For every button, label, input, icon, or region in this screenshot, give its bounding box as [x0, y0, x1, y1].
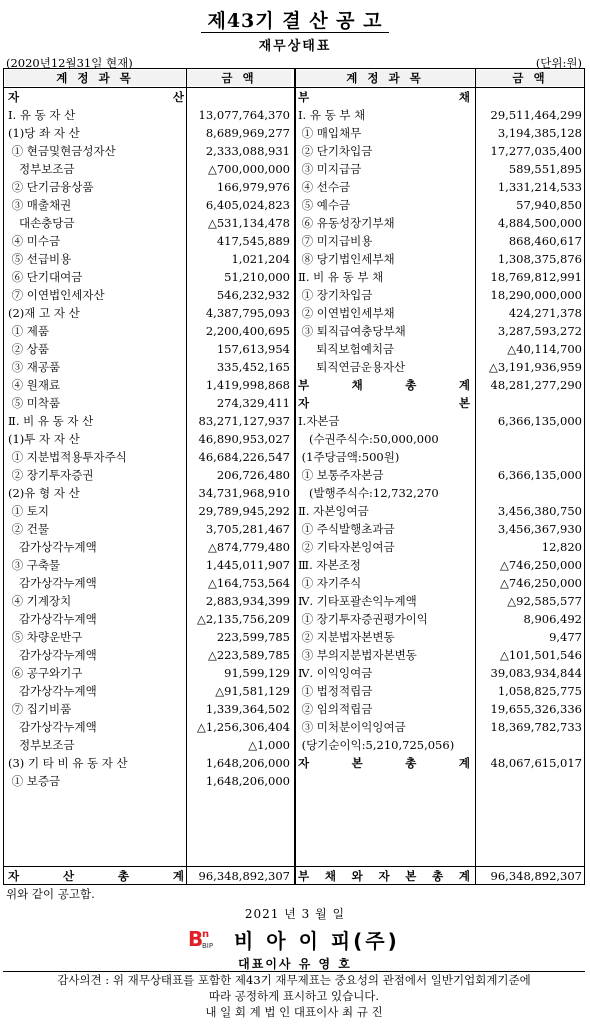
table-row [8, 646, 290, 664]
table-row [8, 664, 290, 682]
table-row [8, 376, 290, 394]
table-row [8, 700, 290, 718]
liab-equity-total-row [298, 867, 582, 885]
row-amount: 48,281,277,290 [490, 378, 582, 392]
row-label: ⑧ 당기법인세부채 [298, 252, 395, 266]
row-label: ⑤ 선급비용 [8, 252, 72, 266]
row-label: (3) 기 타 비 유 동 자 산 [8, 756, 128, 770]
table-row [298, 268, 582, 286]
table-row [298, 142, 582, 160]
table-row [8, 304, 290, 322]
row-amount: 3,705,281,467 [205, 522, 290, 536]
table-row [298, 160, 582, 178]
table-row [8, 412, 290, 430]
table-row [8, 358, 290, 376]
table-row [8, 682, 290, 700]
table-row [8, 178, 290, 196]
table-row [298, 214, 582, 232]
row-label: (1)투 자 자 산 [8, 432, 80, 446]
audit-opinion-line-1: 감사의견 : 위 재무상태표를 포함한 제43기 재무제표는 중요성의 관점에서 일반기업회계기준에 [57, 973, 531, 987]
row-amount: 589,551,895 [508, 162, 582, 176]
row-label: ③ 매출채권 [8, 198, 72, 212]
row-amount: 206,726,480 [216, 468, 290, 482]
row-amount: 1,419,998,868 [205, 378, 290, 392]
table-row [298, 178, 582, 196]
table-row [298, 466, 582, 484]
row-label: (당기순이익:5,210,725,056) [298, 738, 455, 752]
assets-total-amount: 96,348,892,307 [198, 869, 290, 883]
table-row [298, 430, 582, 448]
liab-equity-total-amount: 96,348,892,307 [490, 869, 582, 883]
table-row [8, 484, 290, 502]
row-label: (발행주식수:12,732,270 [298, 486, 439, 500]
balance-sheet-table [3, 68, 585, 885]
row-label: 감가상각누계액 [8, 720, 97, 734]
table-row [8, 574, 290, 592]
table-row [298, 538, 582, 556]
row-amount: 83,271,127,937 [198, 414, 290, 428]
row-label: ③ 미처분이익잉여금 [298, 720, 406, 734]
notice-title-wrap [0, 6, 590, 33]
row-label: ① 매입채무 [298, 126, 362, 140]
row-amount: 1,339,364,502 [205, 702, 290, 716]
row-label: Ⅳ. 기타포괄손익누계액 [298, 594, 417, 608]
table-row [298, 556, 582, 574]
company-name: 비 아 이 피(주) [234, 929, 400, 953]
row-amount: 6,405,024,823 [205, 198, 290, 212]
table-row [8, 232, 290, 250]
row-amount: 274,329,411 [216, 396, 290, 410]
row-amount: △91,581,129 [215, 684, 290, 698]
row-label: 자 산 [8, 90, 184, 104]
row-label: 자 본 [298, 396, 470, 410]
row-amount: 1,058,825,775 [497, 684, 582, 698]
row-amount: △746,250,000 [499, 558, 582, 572]
table-row [8, 250, 290, 268]
row-amount: 157,613,954 [216, 342, 290, 356]
row-amount: 17,277,035,400 [490, 144, 582, 158]
row-amount: 1,331,214,533 [497, 180, 582, 194]
row-amount: 417,545,889 [216, 234, 290, 248]
row-amount: △40,114,700 [507, 342, 582, 356]
row-amount: 2,883,934,399 [205, 594, 290, 608]
row-label: ① 보증금 [8, 774, 61, 788]
row-label: (2)유 형 자 산 [8, 486, 80, 500]
row-amount: 18,369,782,733 [490, 720, 582, 734]
table-row [298, 700, 582, 718]
row-label: ② 이연법인세부채 [298, 306, 395, 320]
row-label: ① 법정적립금 [298, 684, 373, 698]
row-amount: 1,648,206,000 [205, 756, 290, 770]
row-label: 부 채 [298, 90, 470, 104]
audit-opinion-line-2: 따라 공정하게 표시하고 있습니다. [208, 989, 380, 1003]
row-amount: 3,194,385,128 [497, 126, 582, 140]
table-row [8, 466, 290, 484]
row-label: Ⅰ. 유 동 부 채 [298, 108, 366, 122]
as-of-date: (2020년12월31일 현재) [6, 56, 133, 70]
row-amount: △746,250,000 [499, 576, 582, 590]
row-amount: 3,456,380,750 [497, 504, 582, 518]
row-label: ② 기타자본잉여금 [298, 540, 395, 554]
row-label: 감가상각누계액 [8, 612, 97, 626]
table-row [8, 520, 290, 538]
table-row [298, 664, 582, 682]
row-amount: △3,191,936,959 [489, 360, 582, 374]
row-amount: 2,200,400,695 [205, 324, 290, 338]
row-amount: △874,779,480 [207, 540, 290, 554]
row-amount: △92,585,577 [507, 594, 582, 608]
table-row [8, 394, 290, 412]
table-row [298, 502, 582, 520]
table-row [8, 772, 290, 790]
row-amount: △700,000,000 [207, 162, 290, 176]
table-row [8, 718, 290, 736]
table-row [298, 520, 582, 538]
assets-total-label: 자 산 총 계 [8, 869, 184, 883]
row-label: ① 주식발행초과금 [298, 522, 395, 536]
row-amount: 91,599,129 [224, 666, 290, 680]
row-label: 정부보조금 [8, 162, 75, 176]
row-label: ① 장기차입금 [298, 288, 373, 302]
row-label: (수권주식수:50,000,000 [298, 432, 439, 446]
row-amount: 57,940,850 [516, 198, 582, 212]
row-amount: 19,655,326,336 [490, 702, 582, 716]
row-amount: 34,731,968,910 [198, 486, 290, 500]
table-row [298, 592, 582, 610]
statement-subtitle: 재무상태표 [258, 39, 332, 54]
row-amount: 2,333,088,931 [205, 144, 290, 158]
table-row [8, 214, 290, 232]
row-label: ① 제품 [8, 324, 50, 338]
row-amount: △223,589,785 [207, 648, 290, 662]
row-amount: 9,477 [549, 630, 582, 644]
row-label: ② 건물 [8, 522, 50, 536]
row-label: ② 장기투자증권 [8, 468, 94, 482]
table-row [298, 610, 582, 628]
svg-text:n: n [202, 929, 210, 940]
row-label: 정부보조금 [8, 738, 75, 752]
table-row [298, 196, 582, 214]
row-label: ④ 선수금 [298, 180, 351, 194]
row-label: ① 지분법적용투자주식 [8, 450, 127, 464]
row-label: ② 단기금융상품 [8, 180, 94, 194]
table-row [8, 88, 290, 106]
row-label: 감가상각누계액 [8, 684, 97, 698]
row-amount: 13,077,764,370 [198, 108, 290, 122]
row-amount: 12,820 [541, 540, 582, 554]
table-row [298, 88, 582, 106]
row-amount: 6,366,135,000 [497, 414, 582, 428]
table-row [298, 682, 582, 700]
table-row [8, 736, 290, 754]
table-row [298, 718, 582, 736]
row-amount: 46,684,226,547 [198, 450, 290, 464]
table-row [8, 286, 290, 304]
row-label: ② 단기차입금 [298, 144, 373, 158]
row-label: ③ 부의지분법자본변동 [298, 648, 417, 662]
row-amount: 335,452,165 [216, 360, 290, 374]
col-header-account-right: 계 정 과 목 [296, 70, 474, 86]
table-row [298, 754, 582, 772]
table-row [8, 610, 290, 628]
table-row [8, 142, 290, 160]
table-row [298, 448, 582, 466]
row-amount: 4,884,500,000 [497, 216, 582, 230]
row-label: ⑦ 이연법인세자산 [8, 288, 105, 302]
table-row [8, 556, 290, 574]
table-row [8, 592, 290, 610]
table-row [8, 628, 290, 646]
row-label: ⑦ 집기비품 [8, 702, 72, 716]
col-header-amount-right: 금 액 [476, 70, 584, 86]
table-row [8, 448, 290, 466]
notice-statement: 위와 같이 공고함. [6, 887, 95, 901]
ceo-name: 대표이사 유 영 호 [238, 957, 352, 971]
row-amount: △101,501,546 [499, 648, 582, 662]
row-amount: 1,021,204 [231, 252, 290, 266]
table-row [8, 754, 290, 772]
table-row [298, 484, 582, 502]
table-row [298, 340, 582, 358]
row-amount: 29,511,464,299 [490, 108, 582, 122]
row-amount: 3,287,593,272 [497, 324, 582, 338]
row-label: ⑤ 미착품 [8, 396, 61, 410]
row-amount: 6,366,135,000 [497, 468, 582, 482]
row-label: Ⅲ. 자본조정 [298, 558, 361, 572]
unit-label: (단위:원) [535, 56, 582, 70]
liab-equity-total-label: 부 채 와 자 본 총 계 [298, 869, 470, 883]
row-amount: 223,599,785 [216, 630, 290, 644]
row-label: ② 지분법자본변동 [298, 630, 395, 644]
table-row [298, 628, 582, 646]
col-divider-center [294, 69, 296, 884]
row-label: ⑥ 공구와기구 [8, 666, 83, 680]
assets-total-row [8, 867, 290, 885]
row-label: ④ 미수금 [8, 234, 61, 248]
table-row [8, 340, 290, 358]
col-header-account-left: 계 정 과 목 [5, 70, 185, 86]
audit-opinion [3, 971, 585, 1021]
table-row [298, 322, 582, 340]
row-label: ① 보통주자본금 [298, 468, 384, 482]
table-row [8, 322, 290, 340]
row-amount: △1,256,306,404 [197, 720, 290, 734]
row-label: ③ 미지급금 [298, 162, 362, 176]
table-row [298, 394, 582, 412]
row-label: (1주당금액:500원) [298, 450, 400, 464]
row-amount: △1,000 [248, 738, 290, 752]
col-header-amount-left: 금 액 [187, 70, 291, 86]
row-label: ④ 원재료 [8, 378, 61, 392]
notice-date: 2021 년 3 월 일 [244, 907, 346, 921]
row-label: Ⅱ. 비 유 동 자 산 [8, 414, 94, 428]
row-amount: 546,232,932 [216, 288, 290, 302]
table-row [298, 412, 582, 430]
row-label: ④ 기계장치 [8, 594, 72, 608]
row-label: Ⅱ. 자본잉여금 [298, 504, 369, 518]
row-amount: 8,689,969,277 [205, 126, 290, 140]
auditor-name: 내 일 회 계 법 인 대표이사 최 규 진 [205, 1005, 383, 1019]
row-label: ③ 퇴직급여충당부채 [298, 324, 406, 338]
row-amount: 46,890,953,027 [198, 432, 290, 446]
row-amount: 1,308,375,876 [497, 252, 582, 266]
row-amount: △2,135,756,209 [197, 612, 290, 626]
row-label: ① 토지 [8, 504, 50, 518]
row-label: Ⅰ. 유 동 자 산 [8, 108, 76, 122]
row-label: 감가상각누계액 [8, 576, 97, 590]
table-row [8, 502, 290, 520]
row-label: 대손충당금 [8, 216, 75, 230]
row-label: 감가상각누계액 [8, 540, 97, 554]
table-row [8, 124, 290, 142]
row-label: 감가상각누계액 [8, 648, 97, 662]
table-row [298, 106, 582, 124]
row-amount: 1,648,206,000 [205, 774, 290, 788]
row-label: 퇴직연금운용자산 [298, 360, 406, 374]
row-amount: 51,210,000 [224, 270, 290, 284]
row-label: ⑦ 미지급비용 [298, 234, 373, 248]
row-amount: 8,906,492 [523, 612, 582, 626]
table-row [298, 232, 582, 250]
table-row [298, 124, 582, 142]
row-label: ⑤ 차량운반구 [8, 630, 83, 644]
table-row [298, 286, 582, 304]
svg-text:BIP: BIP [202, 942, 214, 950]
row-label: ⑥ 단기대여금 [8, 270, 83, 284]
svg-text:B: B [188, 927, 204, 950]
row-label: (2)재 고 자 산 [8, 306, 80, 320]
row-amount: 48,067,615,017 [490, 756, 582, 770]
row-amount: 3,456,367,930 [497, 522, 582, 536]
row-label: ⑥ 유동성장기부채 [298, 216, 395, 230]
table-row [298, 250, 582, 268]
row-amount: 4,387,795,093 [205, 306, 290, 320]
table-row [8, 106, 290, 124]
table-row [8, 160, 290, 178]
row-label: Ⅱ. 비 유 동 부 채 [298, 270, 384, 284]
table-row [298, 736, 582, 754]
row-amount: 166,979,976 [216, 180, 290, 194]
table-row [8, 268, 290, 286]
table-row [298, 574, 582, 592]
row-amount: 18,769,812,991 [490, 270, 582, 284]
row-label: ② 상품 [8, 342, 50, 356]
row-amount: 29,789,945,292 [198, 504, 290, 518]
row-amount: 18,290,000,000 [490, 288, 582, 302]
table-row [8, 538, 290, 556]
row-label: (1)당 좌 자 산 [8, 126, 80, 140]
row-label: 퇴직보험예치금 [298, 342, 395, 356]
row-label: ① 자기주식 [298, 576, 362, 590]
row-label: 자 본 총 계 [298, 756, 470, 770]
row-label: Ⅰ.자본금 [298, 414, 340, 428]
row-amount: 868,460,617 [508, 234, 582, 248]
company-logo [188, 926, 222, 950]
table-row [298, 304, 582, 322]
table-row [8, 430, 290, 448]
row-label: Ⅳ. 이익잉여금 [298, 666, 373, 680]
table-row [298, 358, 582, 376]
row-label: ① 장기투자증권평가이익 [298, 612, 428, 626]
row-amount: △531,134,478 [207, 216, 290, 230]
row-amount: 1,445,011,907 [205, 558, 290, 572]
row-label: ③ 구축물 [8, 558, 61, 572]
row-amount: 424,271,378 [508, 306, 582, 320]
row-label: ① 현금및현금성자산 [8, 144, 116, 158]
table-row [298, 646, 582, 664]
row-label: ③ 재공품 [8, 360, 61, 374]
table-row [8, 196, 290, 214]
notice-title: 제43기 결 산 공 고 [201, 10, 388, 33]
row-amount: △164,753,564 [207, 576, 290, 590]
row-label: ⑤ 예수금 [298, 198, 351, 212]
table-row [298, 376, 582, 394]
row-amount: 39,083,934,844 [490, 666, 582, 680]
row-label: 부 채 총 계 [298, 378, 470, 392]
row-label: ② 임의적립금 [298, 702, 373, 716]
